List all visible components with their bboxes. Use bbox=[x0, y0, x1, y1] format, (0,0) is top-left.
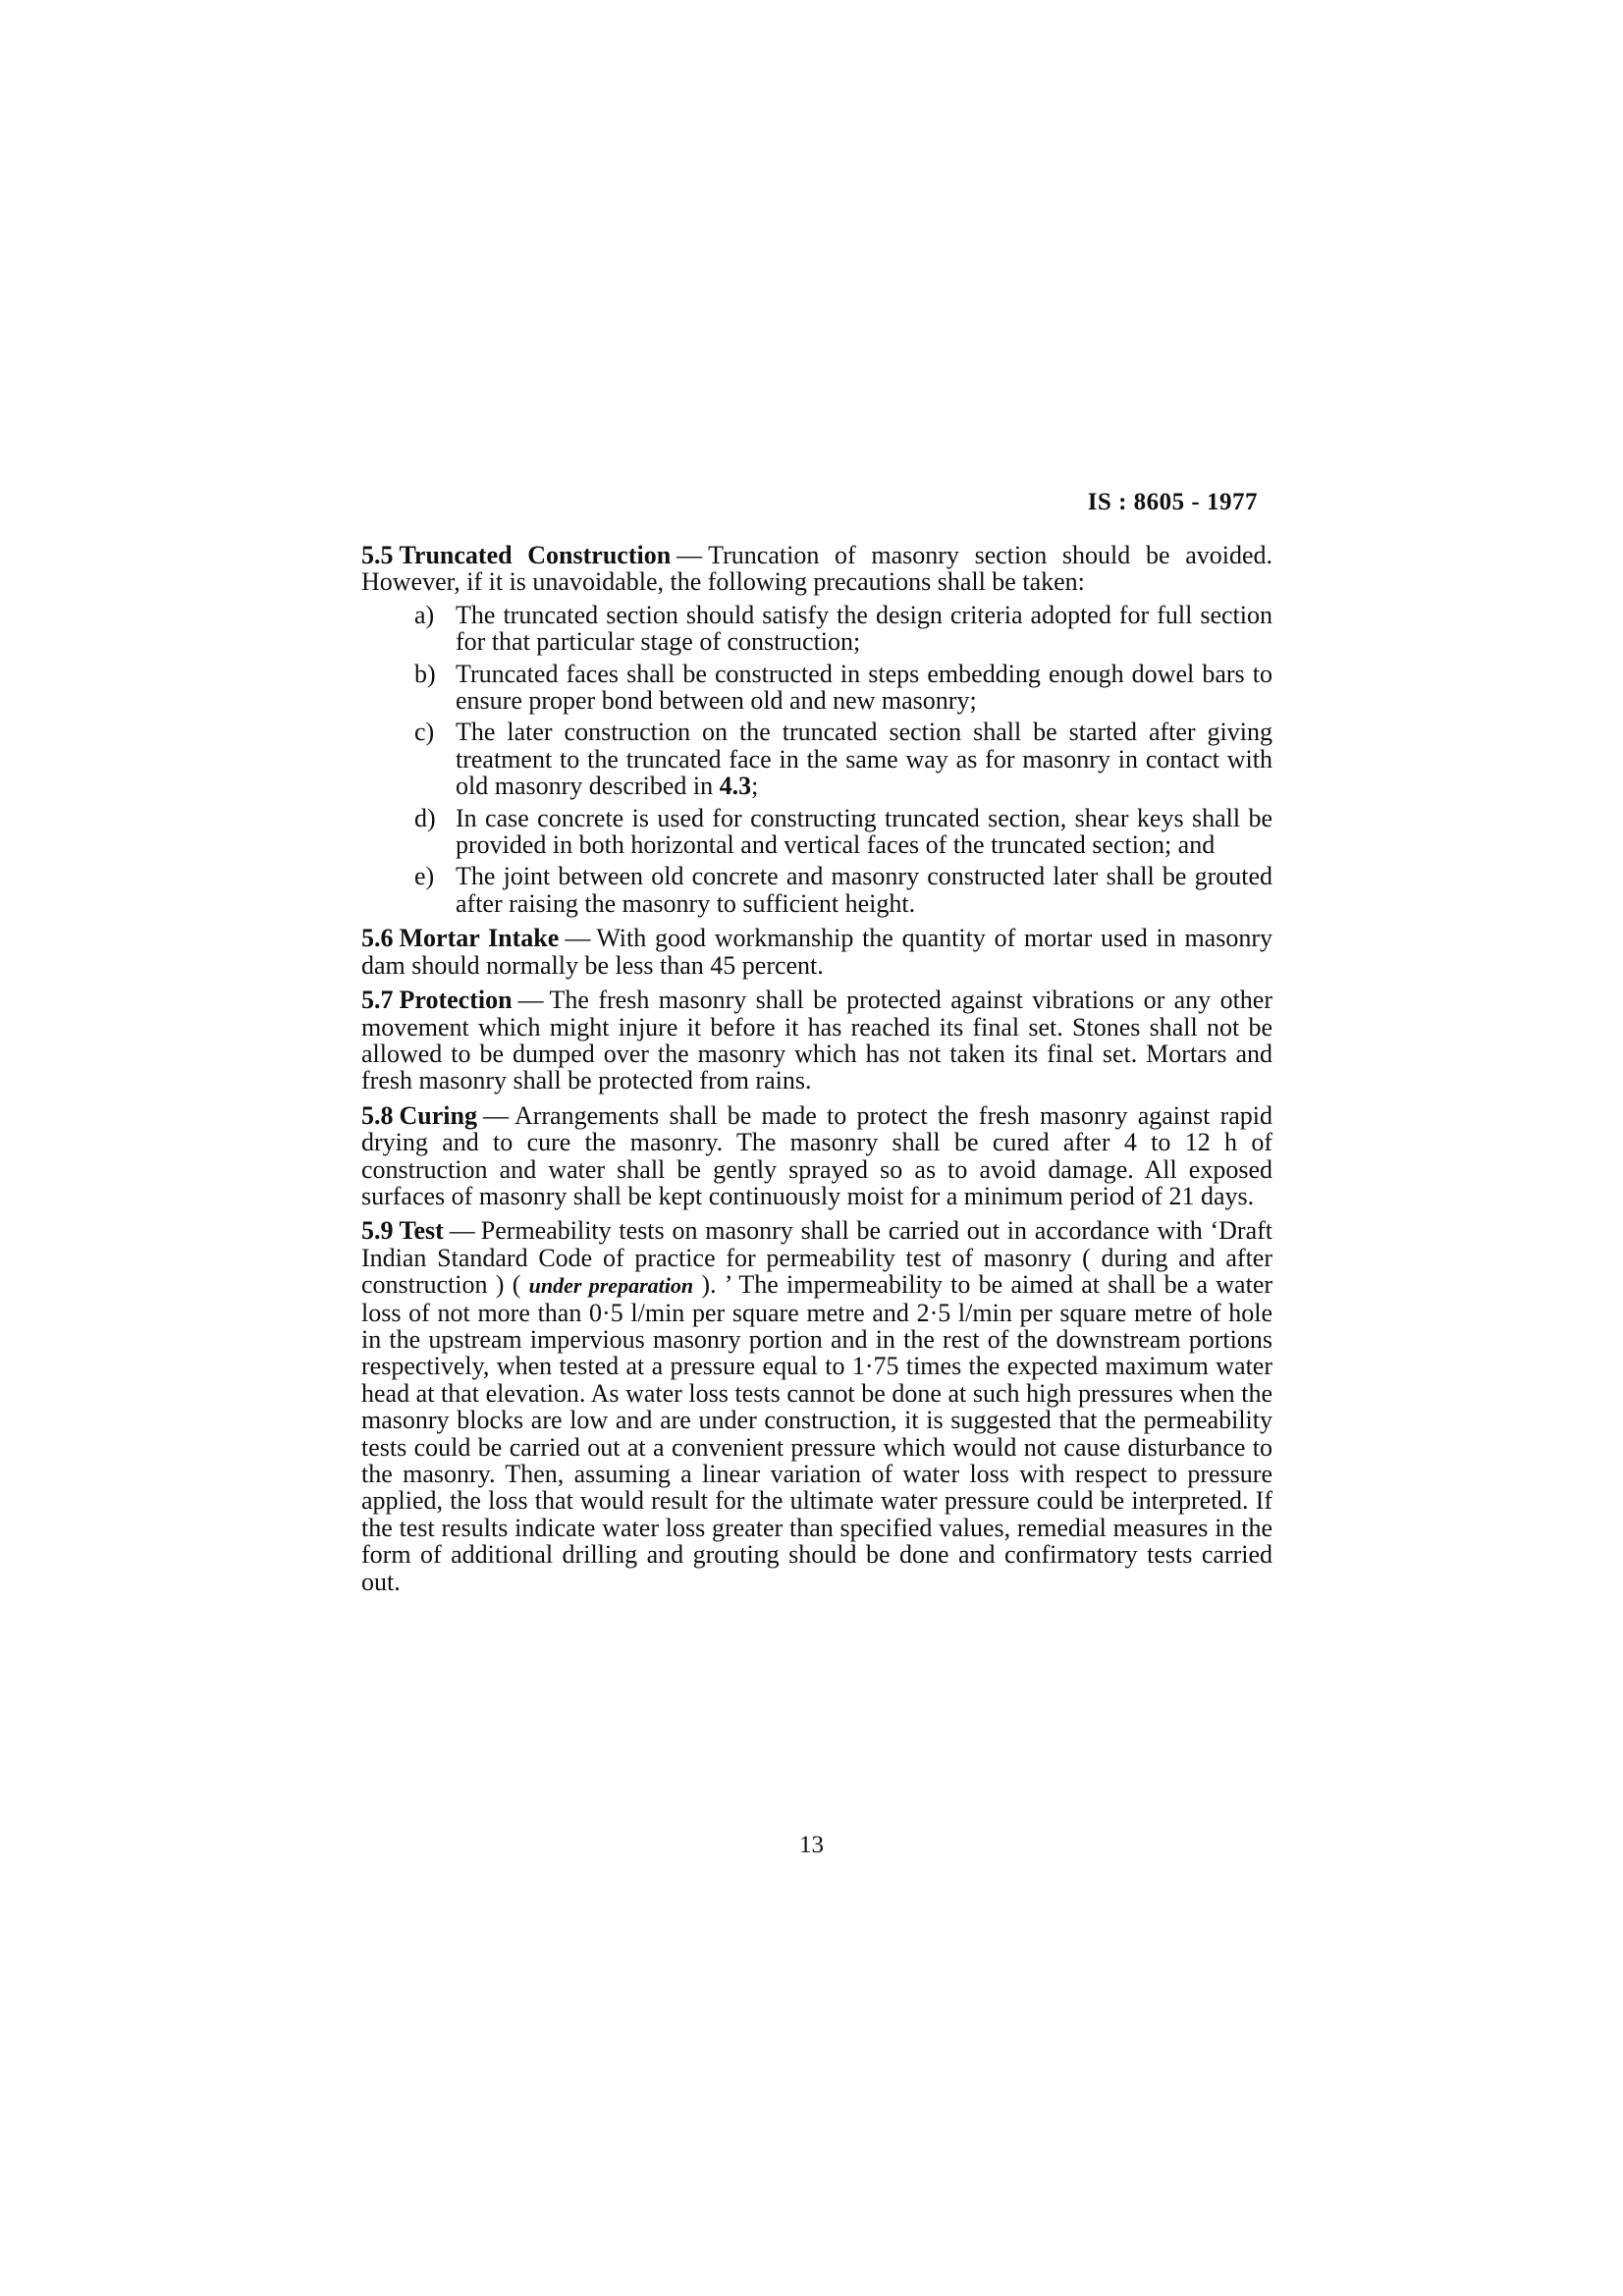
section-5-9 bbox=[361, 1217, 1272, 1595]
section-5-7-paragraph bbox=[361, 987, 1272, 1095]
section-number: 5.8 bbox=[361, 1100, 394, 1130]
list-item-label: a) bbox=[414, 600, 435, 629]
section-title: Curing bbox=[399, 1100, 477, 1130]
section-5-9-paragraph bbox=[361, 1217, 1272, 1595]
list-item-label: b) bbox=[414, 659, 436, 688]
list-item-text-part: The later construction on the truncated section shall be started after giving treatment to the truncated face in the same way as for masonry in contact with old masonry described in bbox=[456, 718, 1272, 801]
section-text: The fresh masonry shall be protected against vibrations or any other movement which might injure it before it has reached its final set. Stones shall not be allowed to be dumped over the masonry which has not taken its final set. Mortars and fresh masonry shall be protected from rains. bbox=[361, 986, 1272, 1095]
list-item bbox=[361, 602, 1272, 656]
section-title: Mortar Intake bbox=[399, 924, 560, 953]
em-dash: — bbox=[676, 541, 703, 569]
list-item-label: c) bbox=[414, 718, 435, 747]
section-5-7 bbox=[361, 987, 1272, 1095]
em-dash: — bbox=[449, 1216, 475, 1246]
list-item-text: In case concrete is used for constructing truncated section, shear keys shall be provided in both horizontal and vertical faces of the truncated section; and bbox=[456, 803, 1272, 860]
document-body bbox=[361, 542, 1272, 1603]
section-text: With good workmanship the quantity of mortar used in masonry dam should normally be less than 45 percent. bbox=[361, 924, 1272, 980]
page-number: 13 bbox=[799, 1832, 824, 1858]
list-item-label: d) bbox=[414, 803, 436, 832]
section-5-6-paragraph bbox=[361, 925, 1272, 979]
list-item bbox=[361, 805, 1272, 859]
list-item-text: Truncated faces shall be constructed in steps embedding enough dowel bars to ensure proper bond between old and new masonry; bbox=[456, 659, 1272, 716]
section-5-5-intro bbox=[361, 542, 1272, 596]
section-text: Truncation of masonry section should be avoided. However, if it is unavoidable, the following precautions shall be taken: bbox=[361, 541, 1273, 597]
list-item-text: The truncated section should satisfy the design criteria adopted for full section for that particular stage of construction; bbox=[456, 600, 1272, 657]
list-item bbox=[361, 661, 1272, 715]
section-text: Arrangements shall be made to protect the fresh masonry against rapid drying and to cure the masonry. The masonry shall be cured after 4 to 12 h of construction and water shall be gently sprayed so as to avoid damage. All exposed surfaces of masonry shall be kept continuously moist for a minimum period of 21 days. bbox=[361, 1100, 1272, 1210]
clause-reference: 4.3 bbox=[719, 772, 752, 801]
section-text: ). ’ The impermeability to be aimed at shall be a water loss of not more than 0·5 l/min per square metre and 2·5 l/min per square metre of hole in the upstream impervious masonry portion and in the rest of the downstream portions respectively, when tested at a pressure equal to 1·75 times the expected maximum water head at that elevation. As water loss tests cannot be done at such high pressures when the masonry blocks are low and are under construction, it is suggested that the permeability tests could be carried out at a convenient pressure which would not cause disturbance to the masonry. Then, assuming a linear variation of water loss with respect to pressure applied, the loss that would result for the ultimate water pressure could be interpreted. If the test results indicate water loss greater than specified values, remedial measures in the form of additional drilling and grouting should be done and confirmatory tests carried out. bbox=[361, 1270, 1273, 1596]
list-item bbox=[361, 863, 1272, 917]
em-dash: — bbox=[517, 986, 544, 1015]
list-item bbox=[361, 719, 1272, 799]
precautions-list bbox=[361, 602, 1272, 917]
italic-note: under preparation bbox=[528, 1273, 694, 1299]
standard-reference: IS : 8605 - 1977 bbox=[1087, 489, 1258, 515]
section-5-8-paragraph bbox=[361, 1102, 1272, 1210]
section-number: 5.7 bbox=[361, 986, 394, 1015]
section-title: Protection bbox=[399, 986, 513, 1015]
section-title: Truncated Construction bbox=[399, 541, 672, 569]
section-number: 5.6 bbox=[361, 924, 394, 953]
section-number: 5.9 bbox=[361, 1216, 394, 1246]
section-title: Test bbox=[399, 1216, 444, 1246]
em-dash: — bbox=[565, 924, 591, 953]
section-5-8 bbox=[361, 1102, 1272, 1210]
list-item-label: e) bbox=[414, 862, 435, 891]
em-dash: — bbox=[482, 1100, 509, 1130]
section-text: Permeability tests on masonry shall be carried out in accordance with ‘Draft Indian Standard Code of practice for permeability test of masonry ( during and after construction ) ( bbox=[361, 1216, 1272, 1300]
section-5-5 bbox=[361, 542, 1272, 917]
section-number: 5.5 bbox=[361, 541, 394, 569]
list-item-text bbox=[456, 719, 1272, 799]
list-item-text-part: ; bbox=[751, 772, 759, 801]
list-item-text: The joint between old concrete and masonry constructed later shall be grouted after raising the masonry to sufficient height. bbox=[456, 862, 1272, 918]
section-5-6 bbox=[361, 925, 1272, 979]
